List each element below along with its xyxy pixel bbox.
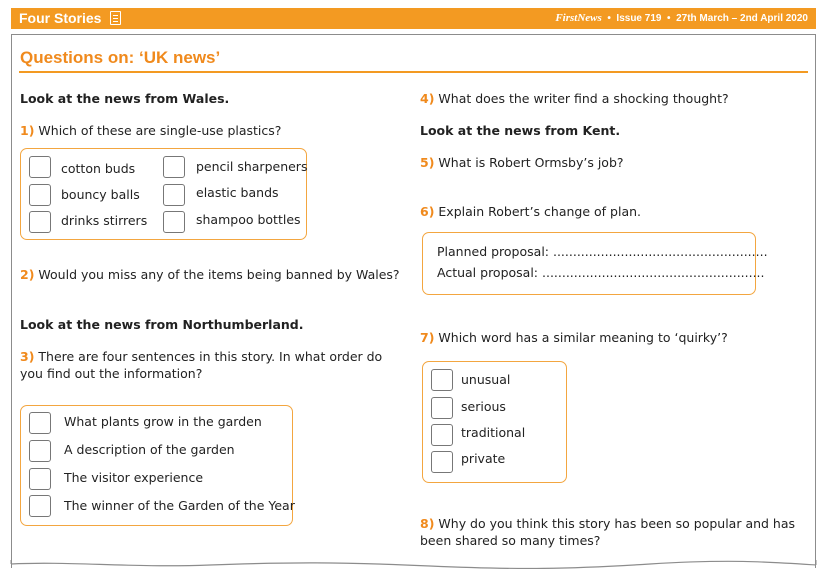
- question-text: Which word has a similar meaning to ‘quirky’?: [438, 330, 728, 345]
- question-text: What does the writer find a shocking thought?: [438, 91, 729, 106]
- option-label: serious: [461, 399, 506, 414]
- option-label: cotton buds: [61, 161, 136, 176]
- question-text: Which of these are single-use plastics?: [38, 123, 282, 138]
- option-label: elastic bands: [196, 185, 279, 200]
- option-label: shampoo bottles: [196, 212, 301, 227]
- question-number: 8): [420, 516, 435, 531]
- planned-proposal-line[interactable]: Planned proposal: ......................................................: [437, 244, 768, 259]
- heading-kent: Look at the news from Kent.: [420, 123, 621, 138]
- actual-proposal-line[interactable]: Actual proposal: ........................................................: [437, 265, 765, 280]
- option-label: unusual: [461, 372, 511, 387]
- option-label: The visitor experience: [64, 470, 204, 485]
- option-label: drinks stirrers: [61, 213, 148, 228]
- issue-number: Issue 719: [616, 13, 662, 24]
- question-text: Why do you think this story has been so popular and has: [438, 516, 796, 531]
- question-number: 2): [20, 267, 35, 282]
- q1-options-box: [20, 148, 307, 240]
- publication-name: FirstNews: [555, 12, 602, 24]
- option-label: traditional: [461, 425, 526, 440]
- question-number: 4): [420, 91, 435, 106]
- question-number: 5): [420, 155, 435, 170]
- question-3: [20, 348, 382, 382]
- option-label: pencil sharpeners: [196, 159, 308, 174]
- order-box-2[interactable]: [29, 440, 51, 462]
- issue-dates: 27th March – 2nd April 2020: [676, 13, 808, 24]
- q6-answer-box: [422, 232, 768, 295]
- question-1: [20, 122, 281, 139]
- checkbox-pencil-sharpeners[interactable]: [163, 156, 185, 178]
- title-rule: [19, 71, 808, 73]
- option-label: bouncy balls: [61, 187, 140, 202]
- torn-edge: [10, 560, 817, 572]
- q3-options-box: [20, 405, 293, 526]
- question-text: Would you miss any of the items being banned by Wales?: [38, 267, 400, 282]
- checkbox-private[interactable]: [431, 451, 453, 473]
- question-6: [420, 203, 641, 220]
- order-box-1[interactable]: [29, 412, 51, 434]
- issue-info: FirstNews • Issue 719 • 27th March – 2nd April 2020: [555, 12, 808, 24]
- option-label: A description of the garden: [64, 442, 235, 457]
- checkbox-bouncy-balls[interactable]: [29, 184, 51, 206]
- question-8: [420, 515, 795, 549]
- document-icon: [110, 11, 121, 25]
- question-2: [20, 266, 400, 283]
- section-title: Four Stories: [19, 10, 102, 26]
- checkbox-shampoo-bottles[interactable]: [163, 211, 185, 233]
- heading-northumberland: Look at the news from Northumberland.: [20, 317, 304, 332]
- question-text: been shared so many times?: [420, 533, 601, 548]
- order-box-3[interactable]: [29, 468, 51, 490]
- question-4: [420, 90, 729, 107]
- page-title: Questions on: ‘UK news’: [20, 48, 221, 67]
- question-number: 3): [20, 349, 35, 364]
- question-number: 6): [420, 204, 435, 219]
- question-7: [420, 329, 728, 346]
- q7-options-box: [422, 361, 567, 483]
- checkbox-traditional[interactable]: [431, 424, 453, 446]
- option-label: private: [461, 451, 506, 466]
- header-bar: [11, 8, 816, 29]
- checkbox-drinks-stirrers[interactable]: [29, 211, 51, 233]
- order-box-4[interactable]: [29, 495, 51, 517]
- checkbox-elastic-bands[interactable]: [163, 184, 185, 206]
- checkbox-serious[interactable]: [431, 397, 453, 419]
- option-label: The winner of the Garden of the Year: [64, 498, 295, 513]
- question-number: 1): [20, 123, 35, 138]
- question-text: There are four sentences in this story. In what order do: [38, 349, 383, 364]
- question-5: [420, 154, 624, 171]
- checkbox-unusual[interactable]: [431, 369, 453, 391]
- checkbox-cotton-buds[interactable]: [29, 156, 51, 178]
- question-text: Explain Robert’s change of plan.: [438, 204, 641, 219]
- question-text: What is Robert Ormsby’s job?: [438, 155, 624, 170]
- question-number: 7): [420, 330, 435, 345]
- option-label: What plants grow in the garden: [64, 414, 262, 429]
- heading-wales: Look at the news from Wales.: [20, 91, 230, 106]
- question-text: you find out the information?: [20, 366, 203, 381]
